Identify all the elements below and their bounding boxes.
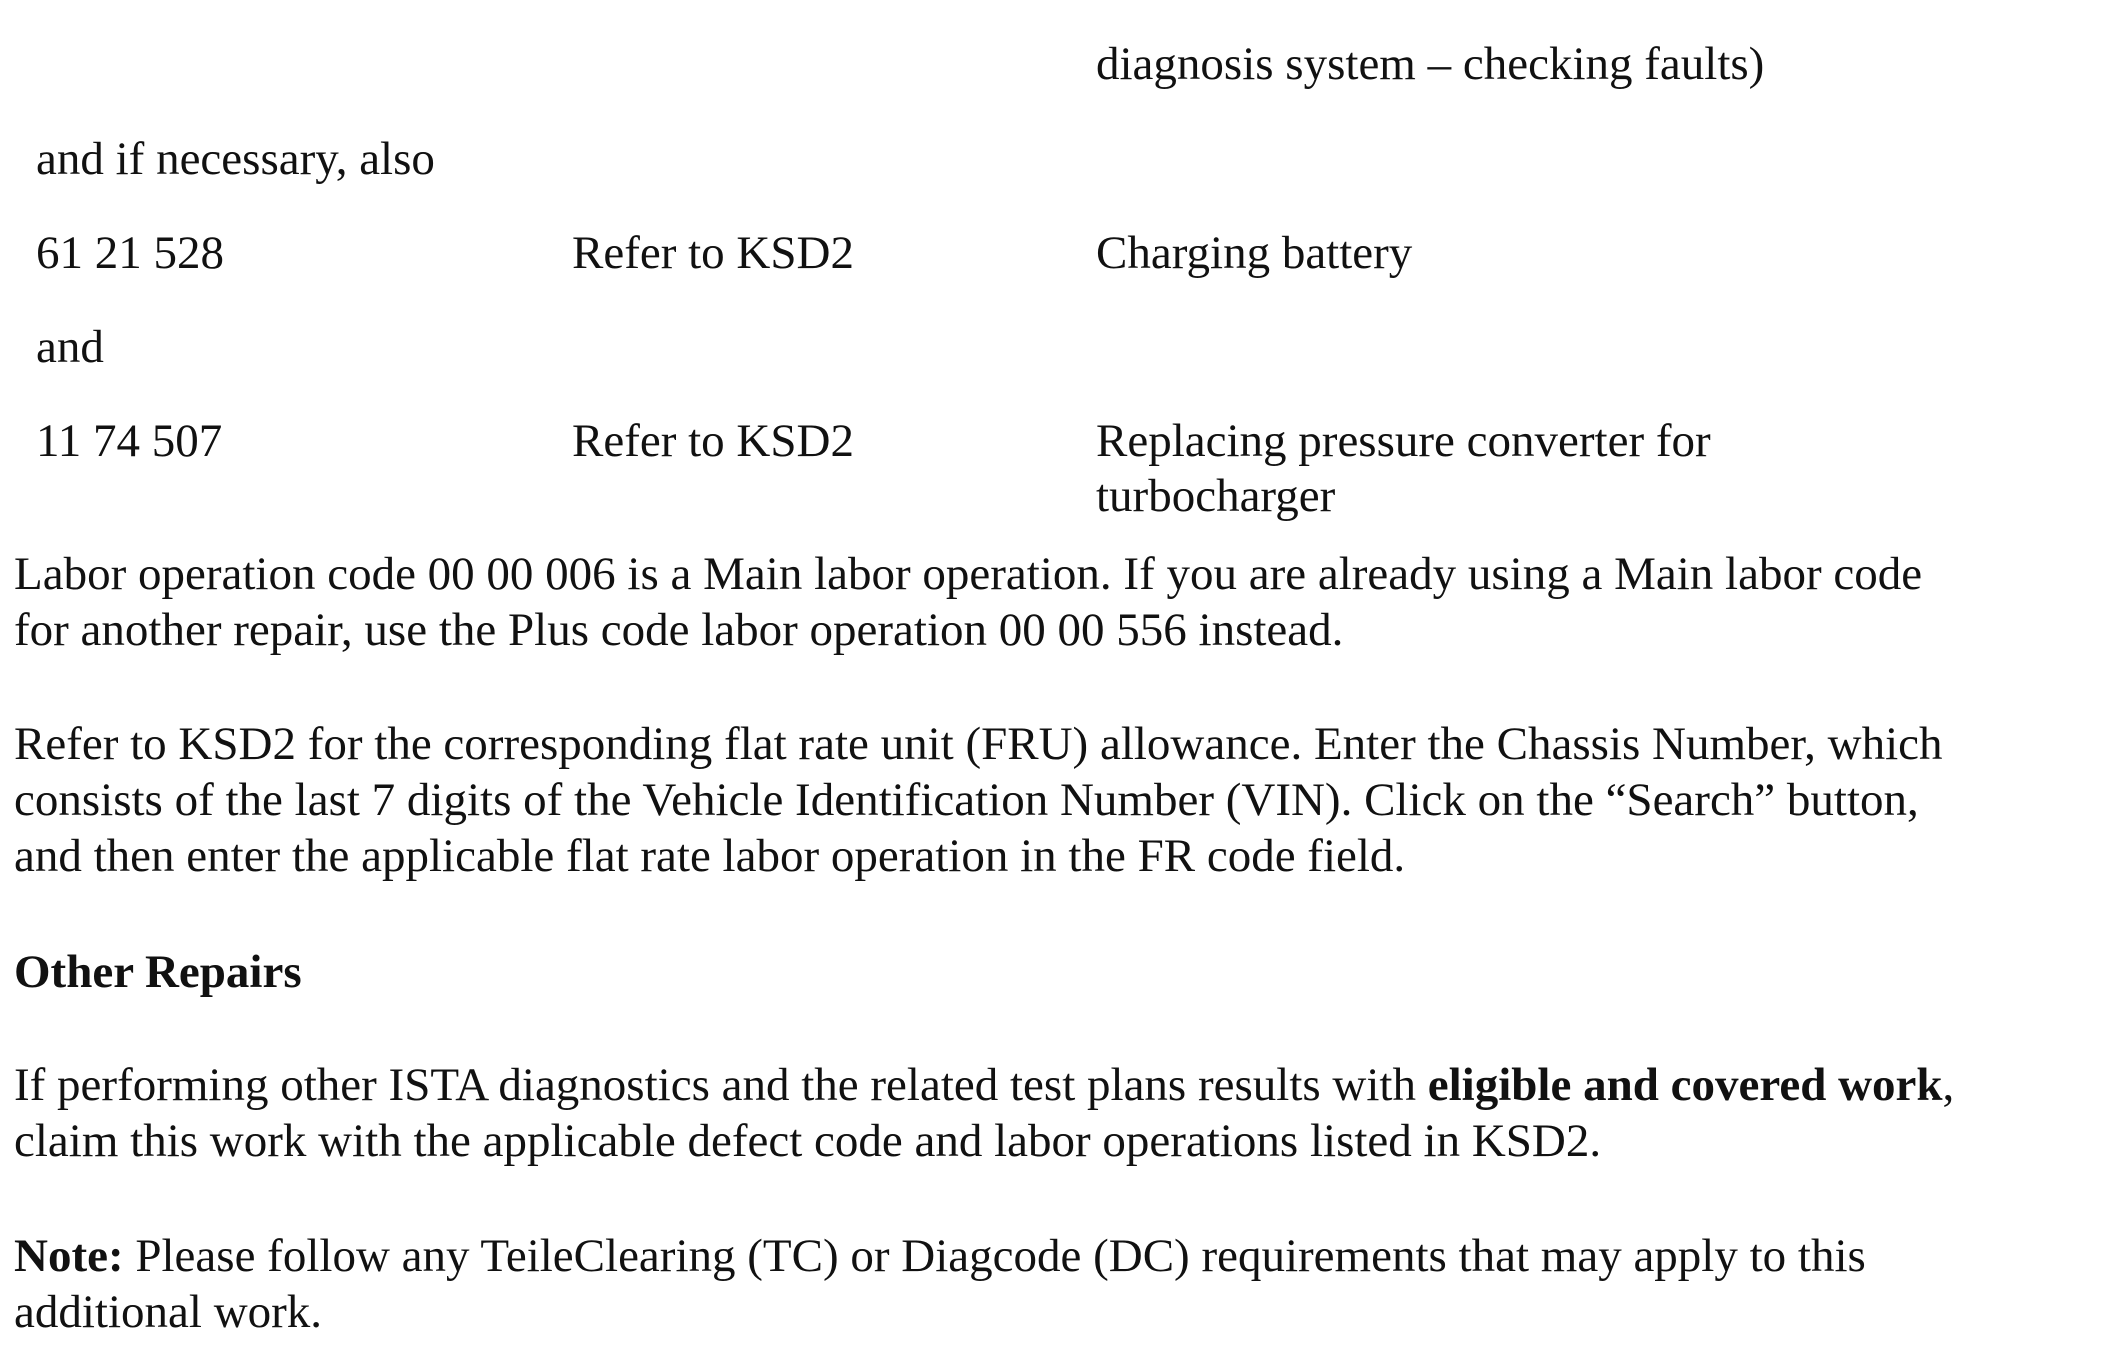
text-run: , (1942, 1059, 1955, 1111)
labor-operation-paragraph (14, 546, 2114, 658)
note-label: Note: (14, 1230, 124, 1282)
labor-code-61-21-528: 61 21 528 (36, 227, 224, 279)
table-desc-continuation: diagnosis system – checking faults) (1096, 38, 1765, 90)
paragraph-line: Refer to KSD2 for the corresponding flat rate unit (FRU) allowance. Enter the Chassis Number, which (14, 718, 1943, 770)
other-repairs-paragraph (14, 1057, 2114, 1169)
labor-desc-line2: turbocharger (1096, 470, 1336, 522)
labor-ref: Refer to KSD2 (572, 227, 854, 279)
emphasis-text: eligible and covered work (1427, 1059, 1943, 1111)
labor-desc-line1: Replacing pressure converter for (1096, 415, 1711, 467)
connector-text: and (36, 321, 104, 373)
note-paragraph (14, 1228, 2114, 1340)
paragraph-line: consists of the last 7 digits of the Vehicle Identification Number (VIN). Click on the “Search” button, (14, 774, 1919, 826)
labor-desc: Charging battery (1096, 227, 1413, 279)
text-run: If performing other ISTA diagnostics and the related test plans results with (14, 1059, 1428, 1111)
paragraph-line (14, 1228, 2114, 1284)
paragraph-line (14, 1057, 2114, 1113)
labor-ref: Refer to KSD2 (572, 415, 854, 467)
paragraph-line: Labor operation code 00 00 006 is a Main labor operation. If you are already using a Main labor code (14, 548, 1923, 600)
connector-text: and if necessary, also (36, 133, 435, 185)
section-heading-other-repairs: Other Repairs (14, 946, 302, 998)
text-run: Please follow any TeileClearing (TC) or Diagcode (DC) requirements that may apply to this (123, 1230, 1866, 1282)
paragraph-line: claim this work with the applicable defect code and labor operations listed in KSD2. (14, 1115, 1602, 1167)
labor-code-11-74-507: 11 74 507 (36, 415, 223, 467)
paragraph-line: and then enter the applicable flat rate labor operation in the FR code field. (14, 830, 1406, 882)
paragraph-line: additional work. (14, 1286, 323, 1338)
paragraph-line: for another repair, use the Plus code labor operation 00 00 556 instead. (14, 604, 1344, 656)
ksd2-paragraph (14, 716, 2114, 884)
